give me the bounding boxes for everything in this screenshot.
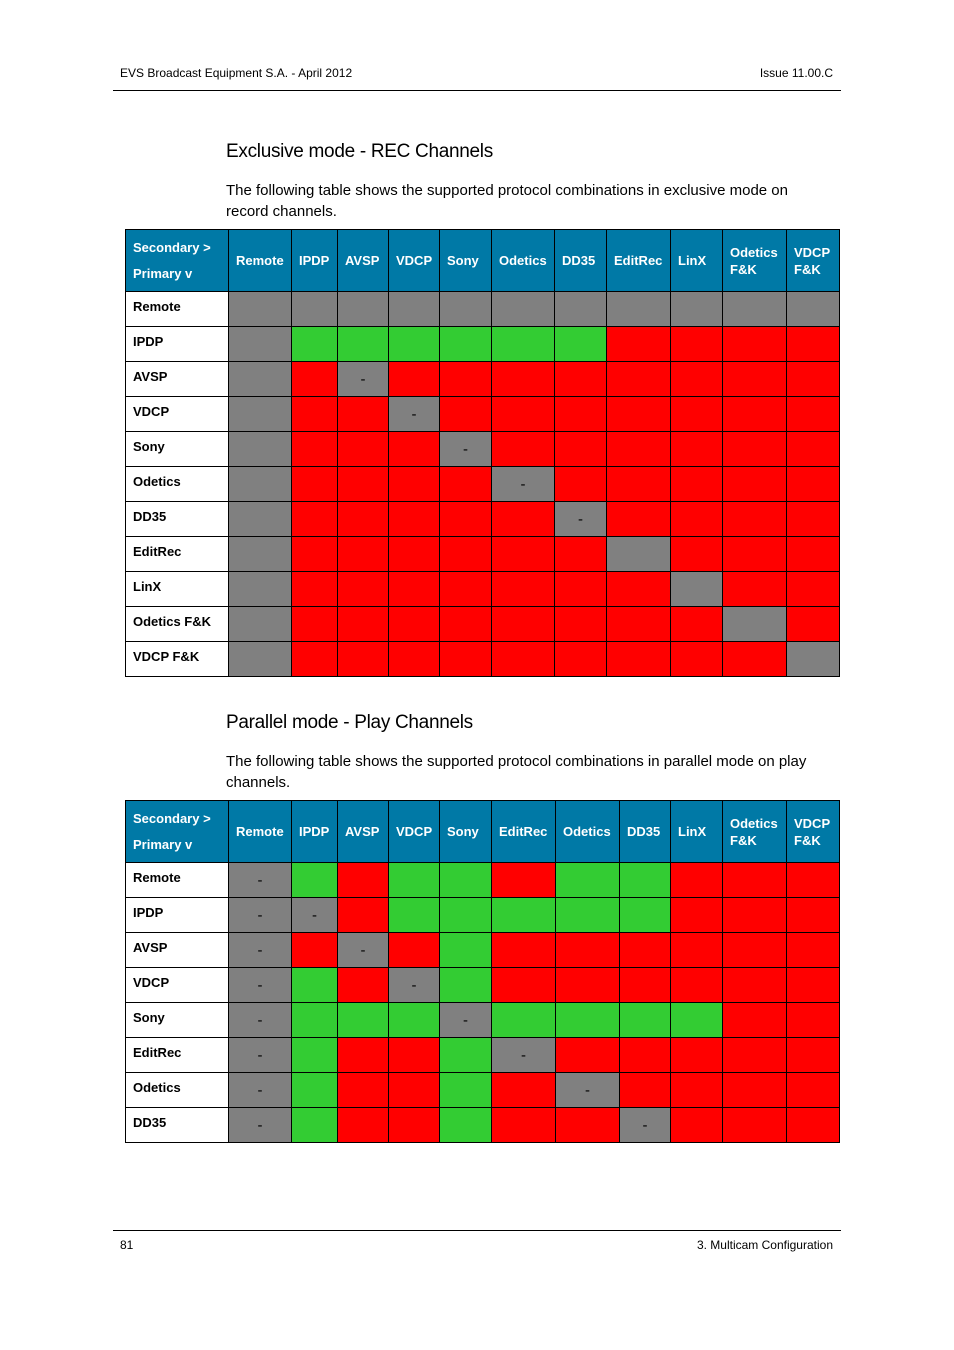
exclusive-description: The following table shows the supported protocol combinations in exclusive mode on record channels. bbox=[226, 182, 788, 220]
na-cell bbox=[440, 292, 492, 327]
unsupported-cell bbox=[492, 362, 555, 397]
unsupported-cell bbox=[555, 642, 607, 677]
na-cell bbox=[229, 537, 292, 572]
supported-cell bbox=[292, 327, 338, 362]
unsupported-cell bbox=[389, 467, 440, 502]
unsupported-cell bbox=[492, 397, 555, 432]
na-cell: - bbox=[492, 1038, 556, 1073]
supported-cell bbox=[440, 863, 492, 898]
na-cell: - bbox=[556, 1073, 620, 1108]
unsupported-cell bbox=[787, 1038, 840, 1073]
na-cell bbox=[229, 292, 292, 327]
unsupported-cell bbox=[338, 572, 389, 607]
na-cell bbox=[229, 642, 292, 677]
unsupported-cell bbox=[620, 1038, 671, 1073]
column-header: Odetics bbox=[492, 230, 555, 292]
unsupported-cell bbox=[671, 933, 723, 968]
unsupported-cell bbox=[389, 362, 440, 397]
unsupported-cell bbox=[671, 898, 723, 933]
unsupported-cell bbox=[671, 1108, 723, 1143]
supported-cell bbox=[556, 898, 620, 933]
na-cell bbox=[607, 537, 671, 572]
unsupported-cell bbox=[723, 933, 787, 968]
unsupported-cell bbox=[723, 1108, 787, 1143]
na-cell bbox=[229, 432, 292, 467]
supported-cell bbox=[440, 1038, 492, 1073]
unsupported-cell bbox=[338, 898, 389, 933]
unsupported-cell bbox=[389, 1073, 440, 1108]
footer-rule bbox=[113, 1230, 841, 1231]
supported-cell bbox=[440, 1108, 492, 1143]
table-row bbox=[126, 1108, 840, 1143]
row-label: DD35 bbox=[126, 502, 229, 537]
table-row bbox=[126, 607, 840, 642]
unsupported-cell bbox=[292, 502, 338, 537]
unsupported-cell bbox=[671, 537, 723, 572]
na-cell: - bbox=[338, 933, 389, 968]
column-header: Remote bbox=[229, 230, 292, 292]
unsupported-cell bbox=[338, 397, 389, 432]
unsupported-cell bbox=[723, 898, 787, 933]
unsupported-cell bbox=[556, 1108, 620, 1143]
unsupported-cell bbox=[723, 863, 787, 898]
unsupported-cell bbox=[787, 968, 840, 1003]
unsupported-cell bbox=[338, 642, 389, 677]
corner-secondary-label: Secondary > bbox=[133, 239, 211, 255]
table-row bbox=[126, 292, 840, 327]
unsupported-cell bbox=[292, 362, 338, 397]
unsupported-cell bbox=[787, 1108, 840, 1143]
row-label: Odetics bbox=[126, 1073, 229, 1108]
column-header: Odetics bbox=[556, 801, 620, 863]
unsupported-cell bbox=[607, 362, 671, 397]
unsupported-cell bbox=[492, 933, 556, 968]
header-issue: Issue 11.00.C bbox=[759, 66, 833, 80]
na-cell: - bbox=[440, 1003, 492, 1038]
supported-cell bbox=[440, 327, 492, 362]
unsupported-cell bbox=[389, 642, 440, 677]
header-rule bbox=[113, 90, 841, 91]
unsupported-cell bbox=[787, 397, 840, 432]
table-row bbox=[126, 968, 840, 1003]
na-cell bbox=[723, 292, 787, 327]
unsupported-cell bbox=[671, 1073, 723, 1108]
na-cell bbox=[229, 397, 292, 432]
unsupported-cell bbox=[723, 1003, 787, 1038]
row-label: VDCP F&K bbox=[126, 642, 229, 677]
na-cell: - bbox=[229, 898, 292, 933]
column-header: EditRec bbox=[607, 230, 671, 292]
unsupported-cell bbox=[389, 1038, 440, 1073]
unsupported-cell bbox=[292, 432, 338, 467]
parallel-section-title: Parallel mode - Play Channels bbox=[226, 712, 473, 733]
exclusive-protocol-table bbox=[125, 229, 840, 677]
na-cell bbox=[229, 572, 292, 607]
unsupported-cell bbox=[787, 898, 840, 933]
column-header: Sony bbox=[440, 230, 492, 292]
unsupported-cell bbox=[338, 502, 389, 537]
unsupported-cell bbox=[338, 863, 389, 898]
row-label: Sony bbox=[126, 1003, 229, 1038]
row-label: EditRec bbox=[126, 537, 229, 572]
unsupported-cell bbox=[787, 863, 840, 898]
row-label: Sony bbox=[126, 432, 229, 467]
unsupported-cell bbox=[723, 537, 787, 572]
column-header: VDCP F&K bbox=[787, 230, 840, 292]
unsupported-cell bbox=[671, 863, 723, 898]
unsupported-cell bbox=[723, 572, 787, 607]
unsupported-cell bbox=[671, 397, 723, 432]
table-row bbox=[126, 1038, 840, 1073]
unsupported-cell bbox=[556, 933, 620, 968]
unsupported-cell bbox=[787, 327, 840, 362]
unsupported-cell bbox=[555, 467, 607, 502]
unsupported-cell bbox=[671, 467, 723, 502]
unsupported-cell bbox=[787, 607, 840, 642]
unsupported-cell bbox=[338, 537, 389, 572]
row-label: VDCP bbox=[126, 397, 229, 432]
unsupported-cell bbox=[787, 502, 840, 537]
supported-cell bbox=[338, 327, 389, 362]
supported-cell bbox=[555, 327, 607, 362]
unsupported-cell bbox=[440, 467, 492, 502]
corner-primary-label: Primary v bbox=[133, 836, 193, 852]
table-row bbox=[126, 898, 840, 933]
column-header: EditRec bbox=[492, 801, 556, 863]
unsupported-cell bbox=[555, 607, 607, 642]
unsupported-cell bbox=[723, 327, 787, 362]
supported-cell bbox=[389, 898, 440, 933]
unsupported-cell bbox=[440, 537, 492, 572]
unsupported-cell bbox=[671, 432, 723, 467]
unsupported-cell bbox=[492, 1073, 556, 1108]
unsupported-cell bbox=[787, 362, 840, 397]
unsupported-cell bbox=[671, 502, 723, 537]
supported-cell bbox=[440, 933, 492, 968]
corner-secondary-label: Secondary > bbox=[133, 810, 211, 826]
unsupported-cell bbox=[492, 642, 555, 677]
row-label: VDCP bbox=[126, 968, 229, 1003]
table-row bbox=[126, 572, 840, 607]
unsupported-cell bbox=[389, 537, 440, 572]
supported-cell bbox=[292, 1108, 338, 1143]
table-row bbox=[126, 642, 840, 677]
na-cell bbox=[492, 292, 555, 327]
unsupported-cell bbox=[389, 502, 440, 537]
column-header: Sony bbox=[440, 801, 492, 863]
table-row bbox=[126, 1003, 840, 1038]
row-label: AVSP bbox=[126, 933, 229, 968]
unsupported-cell bbox=[787, 1003, 840, 1038]
unsupported-cell bbox=[620, 968, 671, 1003]
table-row bbox=[126, 863, 840, 898]
unsupported-cell bbox=[389, 432, 440, 467]
unsupported-cell bbox=[338, 1108, 389, 1143]
na-cell bbox=[671, 572, 723, 607]
supported-cell bbox=[292, 1003, 338, 1038]
na-cell: - bbox=[229, 1038, 292, 1073]
unsupported-cell bbox=[607, 432, 671, 467]
unsupported-cell bbox=[555, 572, 607, 607]
unsupported-cell bbox=[292, 933, 338, 968]
row-label: DD35 bbox=[126, 1108, 229, 1143]
supported-cell bbox=[492, 898, 556, 933]
column-header: IPDP bbox=[292, 230, 338, 292]
unsupported-cell bbox=[492, 1108, 556, 1143]
unsupported-cell bbox=[389, 572, 440, 607]
column-header: DD35 bbox=[555, 230, 607, 292]
table-row bbox=[126, 1073, 840, 1108]
row-label: IPDP bbox=[126, 898, 229, 933]
unsupported-cell bbox=[723, 642, 787, 677]
unsupported-cell bbox=[620, 933, 671, 968]
supported-cell bbox=[389, 327, 440, 362]
na-cell: - bbox=[229, 1003, 292, 1038]
na-cell bbox=[229, 327, 292, 362]
unsupported-cell bbox=[555, 537, 607, 572]
unsupported-cell bbox=[671, 362, 723, 397]
unsupported-cell bbox=[723, 1038, 787, 1073]
unsupported-cell bbox=[555, 397, 607, 432]
corner-header bbox=[126, 230, 229, 292]
na-cell bbox=[338, 292, 389, 327]
unsupported-cell bbox=[723, 968, 787, 1003]
unsupported-cell bbox=[607, 642, 671, 677]
unsupported-cell bbox=[723, 502, 787, 537]
column-header: DD35 bbox=[620, 801, 671, 863]
table-row bbox=[126, 933, 840, 968]
unsupported-cell bbox=[555, 362, 607, 397]
unsupported-cell bbox=[723, 432, 787, 467]
row-label: Odetics bbox=[126, 467, 229, 502]
na-cell: - bbox=[229, 968, 292, 1003]
unsupported-cell bbox=[338, 432, 389, 467]
unsupported-cell bbox=[292, 607, 338, 642]
supported-cell bbox=[620, 863, 671, 898]
na-cell: - bbox=[292, 898, 338, 933]
supported-cell bbox=[556, 863, 620, 898]
unsupported-cell bbox=[620, 1073, 671, 1108]
unsupported-cell bbox=[440, 502, 492, 537]
parallel-description: The following table shows the supported protocol combinations in parallel mode on play channels. bbox=[226, 753, 807, 791]
unsupported-cell bbox=[492, 607, 555, 642]
table-row bbox=[126, 362, 840, 397]
column-header: AVSP bbox=[338, 230, 389, 292]
corner-header bbox=[126, 801, 229, 863]
footer-section: 3. Multicam Configuration bbox=[696, 1238, 833, 1252]
table-row bbox=[126, 327, 840, 362]
unsupported-cell bbox=[555, 432, 607, 467]
supported-cell bbox=[292, 863, 338, 898]
column-header: AVSP bbox=[338, 801, 389, 863]
na-cell: - bbox=[229, 1108, 292, 1143]
na-cell: - bbox=[229, 933, 292, 968]
na-cell bbox=[607, 292, 671, 327]
na-cell bbox=[229, 362, 292, 397]
unsupported-cell bbox=[723, 467, 787, 502]
row-label: Odetics F&K bbox=[126, 607, 229, 642]
na-cell: - bbox=[555, 502, 607, 537]
supported-cell bbox=[292, 1073, 338, 1108]
na-cell bbox=[229, 467, 292, 502]
unsupported-cell bbox=[492, 502, 555, 537]
column-header: Odetics F&K bbox=[723, 801, 787, 863]
unsupported-cell bbox=[671, 968, 723, 1003]
unsupported-cell bbox=[292, 467, 338, 502]
supported-cell bbox=[620, 1003, 671, 1038]
unsupported-cell bbox=[338, 968, 389, 1003]
table-row bbox=[126, 537, 840, 572]
parallel-protocol-table bbox=[125, 800, 840, 1143]
na-cell: - bbox=[229, 1073, 292, 1108]
na-cell: - bbox=[620, 1108, 671, 1143]
unsupported-cell bbox=[607, 572, 671, 607]
unsupported-cell bbox=[787, 1073, 840, 1108]
supported-cell bbox=[556, 1003, 620, 1038]
unsupported-cell bbox=[292, 572, 338, 607]
unsupported-cell bbox=[440, 642, 492, 677]
unsupported-cell bbox=[338, 467, 389, 502]
unsupported-cell bbox=[787, 572, 840, 607]
na-cell bbox=[787, 642, 840, 677]
unsupported-cell bbox=[787, 933, 840, 968]
unsupported-cell bbox=[607, 502, 671, 537]
na-cell: - bbox=[440, 432, 492, 467]
na-cell bbox=[229, 502, 292, 537]
unsupported-cell bbox=[607, 467, 671, 502]
supported-cell bbox=[292, 968, 338, 1003]
supported-cell bbox=[440, 968, 492, 1003]
unsupported-cell bbox=[338, 1038, 389, 1073]
column-header: LinX bbox=[671, 801, 723, 863]
column-header: Remote bbox=[229, 801, 292, 863]
supported-cell bbox=[440, 1073, 492, 1108]
table-row bbox=[126, 467, 840, 502]
unsupported-cell bbox=[671, 327, 723, 362]
row-label: EditRec bbox=[126, 1038, 229, 1073]
na-cell bbox=[229, 607, 292, 642]
unsupported-cell bbox=[723, 397, 787, 432]
unsupported-cell bbox=[556, 1038, 620, 1073]
unsupported-cell bbox=[607, 397, 671, 432]
na-cell: - bbox=[389, 968, 440, 1003]
unsupported-cell bbox=[787, 432, 840, 467]
supported-cell bbox=[492, 327, 555, 362]
unsupported-cell bbox=[787, 467, 840, 502]
unsupported-cell bbox=[389, 607, 440, 642]
na-cell bbox=[389, 292, 440, 327]
unsupported-cell bbox=[338, 1073, 389, 1108]
unsupported-cell bbox=[556, 968, 620, 1003]
row-label: Remote bbox=[126, 292, 229, 327]
unsupported-cell bbox=[492, 968, 556, 1003]
supported-cell bbox=[338, 1003, 389, 1038]
unsupported-cell bbox=[607, 327, 671, 362]
corner-primary-label: Primary v bbox=[133, 265, 193, 281]
column-header: VDCP bbox=[389, 801, 440, 863]
na-cell: - bbox=[338, 362, 389, 397]
table-row bbox=[126, 432, 840, 467]
supported-cell bbox=[292, 1038, 338, 1073]
unsupported-cell bbox=[440, 572, 492, 607]
table-row bbox=[126, 502, 840, 537]
table-row bbox=[126, 397, 840, 432]
unsupported-cell bbox=[492, 432, 555, 467]
column-header: IPDP bbox=[292, 801, 338, 863]
unsupported-cell bbox=[492, 537, 555, 572]
unsupported-cell bbox=[292, 642, 338, 677]
unsupported-cell bbox=[723, 1073, 787, 1108]
row-label: LinX bbox=[126, 572, 229, 607]
supported-cell bbox=[440, 898, 492, 933]
unsupported-cell bbox=[492, 572, 555, 607]
unsupported-cell bbox=[440, 397, 492, 432]
unsupported-cell bbox=[492, 863, 556, 898]
unsupported-cell bbox=[440, 607, 492, 642]
unsupported-cell bbox=[671, 607, 723, 642]
unsupported-cell bbox=[389, 933, 440, 968]
row-label: IPDP bbox=[126, 327, 229, 362]
unsupported-cell bbox=[389, 1108, 440, 1143]
na-cell: - bbox=[229, 863, 292, 898]
row-label: Remote bbox=[126, 863, 229, 898]
header-publisher: EVS Broadcast Equipment S.A. - April 2012 bbox=[120, 66, 353, 80]
unsupported-cell bbox=[787, 537, 840, 572]
supported-cell bbox=[671, 1003, 723, 1038]
supported-cell bbox=[492, 1003, 556, 1038]
page-number: 81 bbox=[120, 1238, 134, 1252]
supported-cell bbox=[389, 1003, 440, 1038]
na-cell: - bbox=[492, 467, 555, 502]
na-cell bbox=[723, 607, 787, 642]
unsupported-cell bbox=[607, 607, 671, 642]
na-cell bbox=[292, 292, 338, 327]
unsupported-cell bbox=[671, 1038, 723, 1073]
na-cell: - bbox=[389, 397, 440, 432]
na-cell bbox=[671, 292, 723, 327]
supported-cell bbox=[389, 863, 440, 898]
unsupported-cell bbox=[338, 607, 389, 642]
unsupported-cell bbox=[292, 397, 338, 432]
column-header: VDCP bbox=[389, 230, 440, 292]
unsupported-cell bbox=[440, 362, 492, 397]
unsupported-cell bbox=[723, 362, 787, 397]
column-header: LinX bbox=[671, 230, 723, 292]
na-cell bbox=[787, 292, 840, 327]
column-header: Odetics F&K bbox=[723, 230, 787, 292]
row-label: AVSP bbox=[126, 362, 229, 397]
exclusive-section-title: Exclusive mode - REC Channels bbox=[226, 141, 493, 162]
supported-cell bbox=[620, 898, 671, 933]
column-header: VDCP F&K bbox=[787, 801, 840, 863]
unsupported-cell bbox=[292, 537, 338, 572]
na-cell bbox=[555, 292, 607, 327]
unsupported-cell bbox=[671, 642, 723, 677]
